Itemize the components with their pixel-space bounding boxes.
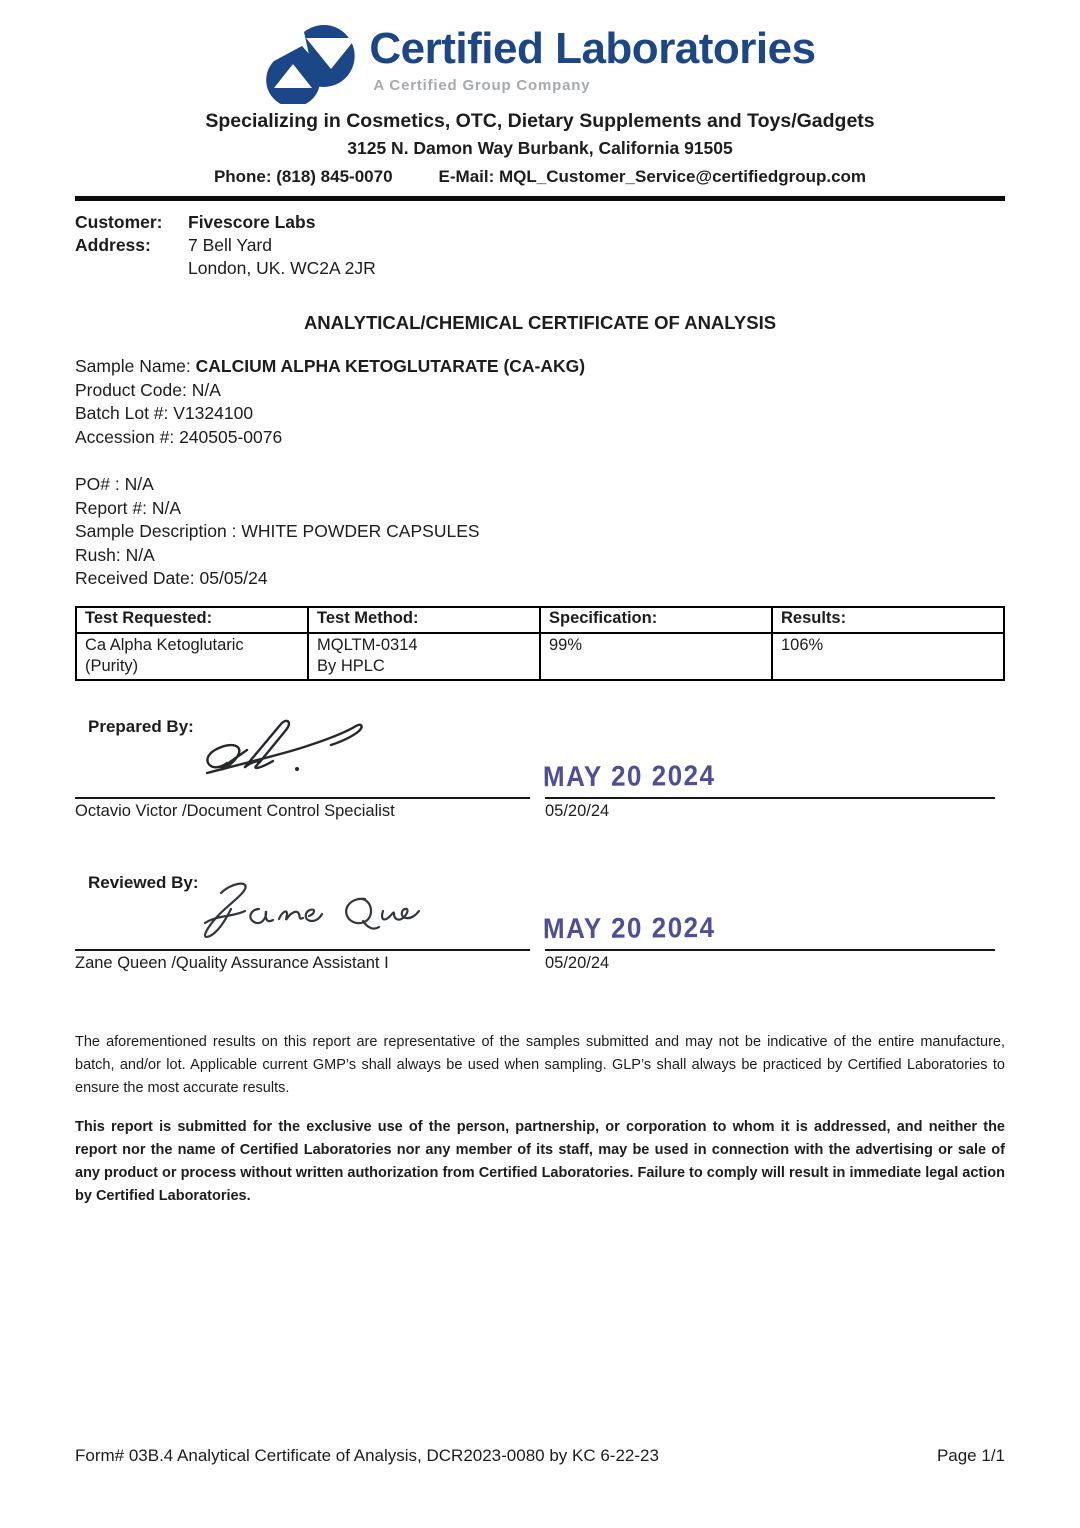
document-title: ANALYTICAL/CHEMICAL CERTIFICATE OF ANALYSIS — [303, 312, 777, 333]
prepared-by-signature — [193, 711, 408, 791]
cell-result: 106% — [772, 633, 1004, 680]
product-code-line: Product Code: N/A — [75, 379, 221, 400]
table-row — [76, 633, 1004, 680]
results-table-header-row — [76, 607, 1004, 633]
reviewed-by-signature — [193, 867, 433, 945]
col-test-requested: Test Requested: — [76, 607, 308, 633]
certified-laboratories-logo-icon — [264, 22, 364, 104]
sample-identity-block — [75, 355, 1080, 449]
phone-text: Phone: (818) 845-0070 — [213, 167, 393, 186]
header-divider — [75, 196, 1005, 201]
col-results: Results: — [772, 607, 1004, 633]
contact-line — [0, 167, 1080, 187]
cell-specification: 99% — [540, 633, 772, 680]
sample-description-line: Sample Description : WHITE POWDER CAPSULES — [75, 521, 480, 541]
email-text: E-Mail: MQL_Customer_Service@certifiedgroup.com — [438, 167, 867, 186]
sample-name-value: CALCIUM ALPHA KETOGLUTARATE (CA-AKG) — [195, 356, 586, 376]
specialization-line: Specializing in Cosmetics, OTC, Dietary Supplements and Toys/Gadgets — [205, 110, 875, 132]
cell-test-requested: Ca Alpha Ketoglutaric (Purity) — [76, 633, 308, 680]
prepared-by-block — [75, 709, 1005, 821]
reviewed-signature-lines — [75, 949, 1005, 951]
reviewed-by-label: Reviewed By: — [88, 872, 199, 892]
page-footer — [75, 1446, 1005, 1466]
col-test-method: Test Method: — [308, 607, 540, 633]
form-info: Form# 03B.4 Analytical Certificate of Analysis, DCR2023-0080 by KC 6-22-23 — [75, 1446, 659, 1465]
legal-disclaimer: This report is submitted for the exclusive use of the person, partnership, or corporation to whom it is addressed, and neither the report nor the name of Certified Laboratories nor any member of its staff, may be used in connection with the advertising or sale of any product or process without written authorization from Certified Laboratories. Failure to comply will result in immediate legal action by Certified Laboratories. — [75, 1118, 1005, 1204]
rush-line: Rush: N/A — [75, 544, 155, 565]
report-number-line: Report #: N/A — [75, 497, 182, 518]
company-name: Certified Laboratories — [369, 24, 816, 73]
reviewed-date: 05/20/24 — [545, 953, 610, 972]
batch-lot-line: Batch Lot #: V1324100 — [75, 403, 254, 423]
received-date-line: Received Date: 05/05/24 — [75, 568, 268, 588]
reviewed-date-stamp: MAY 20 2024 — [542, 910, 716, 945]
prepared-signature-lines — [75, 797, 1005, 799]
page-number: Page 1/1 — [936, 1446, 1005, 1465]
address-label: Address: — [75, 235, 151, 255]
accession-line: Accession #: 240505-0076 — [75, 426, 283, 447]
prepared-date: 05/20/24 — [545, 801, 610, 820]
customer-address-line2: London, UK. WC2A 2JR — [188, 258, 376, 278]
reviewed-signer-name: Zane Queen /Quality Assurance Assistant I — [75, 953, 389, 972]
order-info-block — [75, 473, 1080, 591]
customer-address-line1: 7 Bell Yard — [188, 235, 272, 255]
col-specification: Specification: — [540, 607, 772, 633]
logo — [0, 0, 1080, 104]
lab-address-line: 3125 N. Damon Way Burbank, California 91505 — [347, 138, 733, 158]
reviewed-by-block — [75, 865, 1005, 973]
customer-block — [75, 211, 1080, 280]
results-disclaimer: The aforementioned results on this report are representative of the samples submitted and may not be indicative of the entire manufacture, batch, and/or lot. Applicable current GMP’s shall always be used when sampling. GLP’s shall always be practiced by Certified Laboratories to ensure the most accurate results. — [75, 1033, 1005, 1096]
sample-name-line: Sample Name: CALCIUM ALPHA KETOGLUTARATE (CA-AKG) — [75, 356, 586, 376]
cell-test-method: MQLTM-0314 By HPLC — [308, 633, 540, 680]
customer-label: Customer: — [75, 212, 163, 232]
prepared-signer-name: Octavio Victor /Document Control Specialist — [75, 801, 395, 820]
po-line: PO# : N/A — [75, 474, 154, 494]
prepared-by-label: Prepared By: — [88, 716, 194, 736]
results-table — [75, 606, 1005, 681]
prepared-date-stamp: MAY 20 2024 — [542, 758, 716, 793]
customer-name: Fivescore Labs — [188, 212, 316, 232]
company-tagline: A Certified Group Company — [373, 76, 591, 94]
